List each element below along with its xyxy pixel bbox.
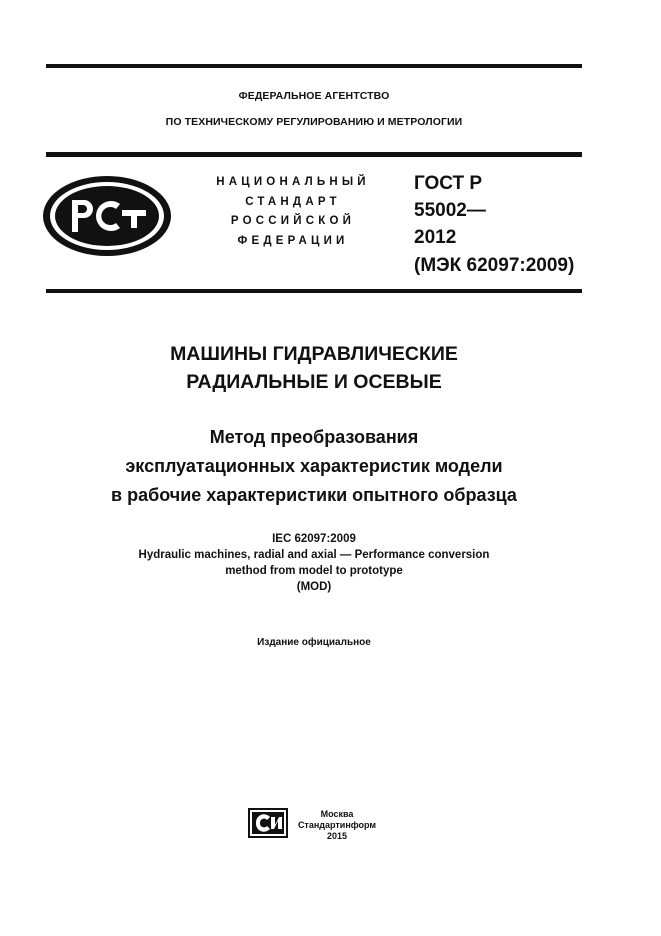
document-title-line-1: МАШИНЫ ГИДРАВЛИЧЕСКИЕ (170, 343, 458, 365)
publisher-name: Стандартинформ (297, 820, 377, 830)
standard-type-line-1: НАЦИОНАЛЬНЫЙ (216, 176, 370, 188)
document-subtitle-line-3: в рабочие характеристики опытного образца (111, 485, 517, 505)
agency-line-1: ФЕДЕРАЛЬНОЕ АГЕНТСТВО (238, 90, 390, 102)
iec-code: IEC 62097:2009 (272, 533, 356, 545)
iec-title-line-2: method from model to prototype (225, 565, 403, 577)
standard-type-line-4: ФЕДЕРАЦИИ (237, 235, 349, 247)
publisher-year: 2015 (326, 831, 348, 841)
header-rule (46, 152, 582, 157)
designation-line-2: 55002— (414, 200, 486, 221)
top-rule (46, 64, 582, 68)
designation-rule (46, 289, 582, 293)
agency-line-2: ПО ТЕХНИЧЕСКОМУ РЕГУЛИРОВАНИЮ И МЕТРОЛОГИИ (165, 116, 463, 128)
designation-line-1: ГОСТ Р (414, 173, 483, 194)
edition-label: Издание официальное (257, 637, 371, 648)
designation-line-4: (МЭК 62097:2009) (414, 255, 575, 276)
standartinform-logo-icon (248, 808, 288, 838)
document-subtitle-line-1: Метод преобразования (209, 427, 419, 447)
iec-title-line-1: Hydraulic machines, radial and axial — Performance conversion (138, 549, 490, 561)
publisher-city: Москва (320, 809, 354, 819)
standard-type-line-3: РОССИЙСКОЙ (230, 215, 356, 227)
designation-line-3: 2012 (414, 227, 457, 248)
standard-type-line-2: СТАНДАРТ (245, 196, 341, 208)
iec-title-line-3: (MOD) (296, 581, 332, 593)
document-title-line-2: РАДИАЛЬНЫЕ И ОСЕВЫЕ (186, 371, 442, 393)
document-subtitle-line-2: эксплуатационных характеристик модели (125, 456, 503, 476)
rst-certification-icon (40, 174, 174, 258)
